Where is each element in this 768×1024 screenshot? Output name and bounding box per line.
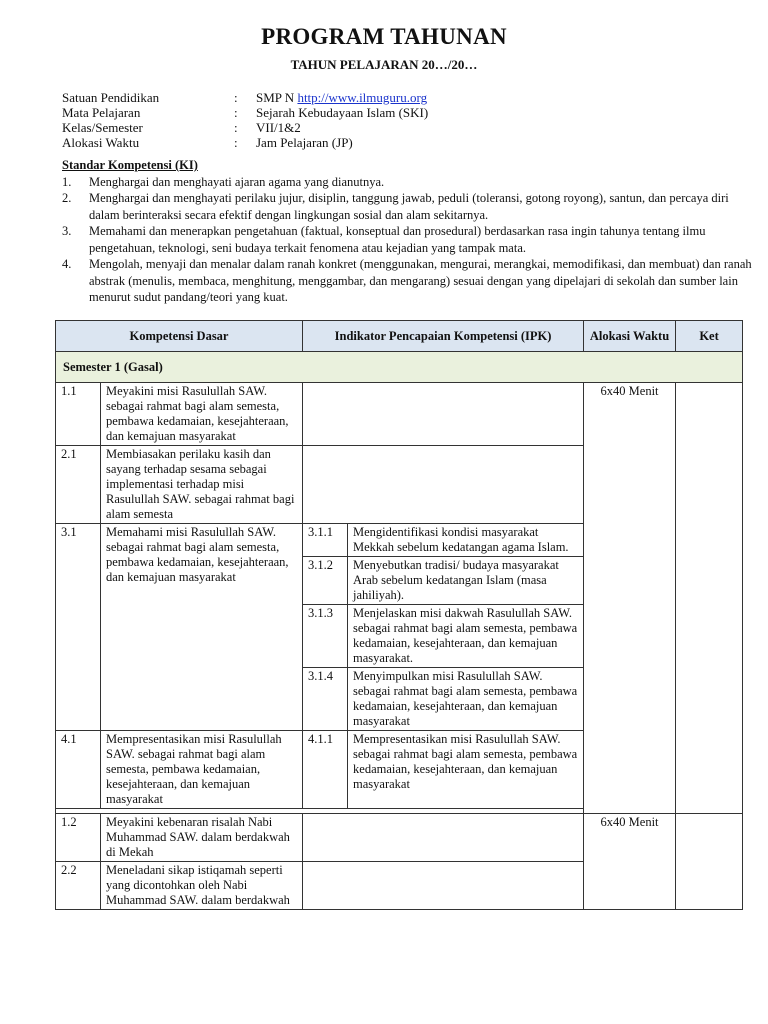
kd-number: 2.2	[56, 862, 101, 910]
kd-text: Mempresentasikan misi Rasulullah SAW. sebagai rahmat bagi alam semesta, pembawa kedamaian, kesejahteraan, dan kemajuan masyarakat	[101, 731, 303, 809]
kd-text: Meyakini misi Rasulullah SAW. sebagai rahmat bagi alam semesta, pembawa kedamaian, kesejahteraan, dan kemajuan masyarakat	[101, 383, 303, 446]
info-colon: :	[234, 105, 238, 120]
ki-text: Menghargai dan menghayati perilaku jujur, disiplin, tanggung jawab, peduli (toleransi, gotong royong), santun, dan percaya diri dalam berinteraksi secara efektif dengan lingkungan sosial dan alam sekitarnya.	[89, 191, 729, 222]
info-row-mapel	[62, 105, 428, 120]
ipk-text: Mengidentifikasi kondisi masyarakat Mekkah sebelum kedatangan agama Islam.	[348, 524, 584, 557]
ki-number: 1.	[62, 174, 72, 189]
kd-text: Membiasakan perilaku kasih dan sayang terhadap sesama sebagai implementasi terhadap misi Rasulullah SAW. sebagai rahmat bagi alam semesta	[101, 446, 303, 524]
school-name: SMP N	[256, 90, 295, 105]
document-subtitle: TAHUN PELAJARAN 20…/20…	[290, 57, 478, 72]
info-label: Kelas/Semester	[62, 120, 143, 135]
program-table	[55, 320, 743, 910]
info-label: Satuan Pendidikan	[62, 90, 160, 105]
ipk-number: 4.1.1	[303, 731, 348, 809]
info-colon: :	[234, 120, 238, 135]
info-label: Alokasi Waktu	[62, 135, 140, 150]
ipk-text: Menyebutkan tradisi/ budaya masyarakat Arab sebelum kedatangan Islam (masa jahiliyah).	[348, 557, 584, 605]
info-colon: :	[234, 90, 238, 105]
ki-text: Menghargai dan menghayati ajaran agama yang dianutnya.	[89, 174, 385, 189]
alokasi-cell: 6x40 Menit	[584, 383, 676, 814]
ki-number: 4.	[62, 257, 72, 271]
info-value: Jam Pelajaran (JP)	[256, 135, 353, 150]
info-row-kelas	[62, 120, 428, 135]
ki-item	[62, 190, 752, 223]
ki-text: Memahami dan menerapkan pengetahuan (faktual, konseptual dan prosedural) berdasarkan rasa ingin tahunya tentang ilmu pengetahuan, teknologi, seni budaya terkait fenomena atau kejadian yang tampak mata.	[89, 224, 706, 255]
ipk-number: 3.1.3	[303, 605, 348, 668]
ki-text: Mengolah, menyaji dan menalar dalam ranah konkret (menggunakan, mengurai, merangkai, memodifikasi, dan membuat) dan ranah abstrak (menulis, membaca, menghitung, menggambar, dan mengarang) sesuai dengan yang dipelajari di sekolah dan sumber lain menurut sudut pandang/teori yang kuat.	[89, 257, 752, 304]
table-header-row	[56, 321, 743, 352]
header-ipk: Indikator Pencapaian Kompetensi (IPK)	[303, 321, 584, 352]
ki-number: 2.	[62, 191, 72, 205]
header-kompetensi-dasar: Kompetensi Dasar	[56, 321, 303, 352]
kd-number: 3.1	[56, 524, 101, 731]
info-value	[256, 90, 427, 105]
table-row	[56, 814, 743, 862]
kd-text: Memahami misi Rasulullah SAW. sebagai rahmat bagi alam semesta, pembawa kedamaian, kesejahteraan, dan kemajuan masyarakat	[101, 524, 303, 731]
info-row-satuan	[62, 90, 428, 105]
info-colon: :	[234, 135, 238, 150]
document-title: PROGRAM TAHUNAN	[261, 24, 507, 49]
kd-number: 4.1	[56, 731, 101, 809]
ipk-text: Menyimpulkan misi Rasulullah SAW. sebagai rahmat bagi alam semesta, pembawa kedamaian, kesejahteraan, dan kemajuan masyarakat	[348, 668, 584, 731]
ket-cell	[676, 383, 743, 814]
semester-label: Semester 1 (Gasal)	[56, 352, 743, 383]
ipk-empty-cell	[303, 383, 584, 446]
ki-item	[62, 256, 752, 306]
ipk-empty-cell	[303, 446, 584, 524]
semester-row	[56, 352, 743, 383]
table-row	[56, 383, 743, 446]
kd-number: 1.2	[56, 814, 101, 862]
ipk-number: 3.1.4	[303, 668, 348, 731]
ki-item	[62, 223, 752, 256]
ki-item	[62, 174, 752, 191]
kd-number: 1.1	[56, 383, 101, 446]
header-ket: Ket	[676, 321, 743, 352]
alokasi-cell: 6x40 Menit	[584, 814, 676, 910]
ipk-text: Mempresentasikan misi Rasulullah SAW. sebagai rahmat bagi alam semesta, pembawa kedamaian, kesejahteraan, dan kemajuan masyarakat	[348, 731, 584, 809]
ipk-empty-cell	[303, 814, 584, 862]
info-value: Sejarah Kebudayaan Islam (SKI)	[256, 105, 429, 120]
ipk-number: 3.1.1	[303, 524, 348, 557]
info-row-alokasi	[62, 135, 428, 150]
header-alokasi-waktu: Alokasi Waktu	[584, 321, 676, 352]
kd-number: 2.1	[56, 446, 101, 524]
info-label: Mata Pelajaran	[62, 105, 141, 120]
info-value: VII/1&2	[256, 120, 301, 135]
website-link[interactable]: http://www.ilmuguru.org	[297, 90, 428, 105]
ipk-number: 3.1.2	[303, 557, 348, 605]
ki-number: 3.	[62, 224, 72, 238]
kd-text: Meyakini kebenaran risalah Nabi Muhammad SAW. dalam berdakwah di Mekah	[101, 814, 303, 862]
standar-kompetensi	[62, 157, 752, 306]
standar-heading: Standar Kompetensi (KI)	[62, 158, 198, 172]
ipk-empty-cell	[303, 862, 584, 910]
ipk-text: Menjelaskan misi dakwah Rasulullah SAW. sebagai rahmat bagi alam semesta, pembawa kedamaian, kesejahteraan, dan kemajuan masyarakat.	[348, 605, 584, 668]
ket-cell	[676, 814, 743, 910]
identity-block	[62, 90, 428, 150]
kd-text: Meneladani sikap istiqamah seperti yang dicontohkan oleh Nabi Muhammad SAW. dalam berdakwah	[101, 862, 303, 910]
